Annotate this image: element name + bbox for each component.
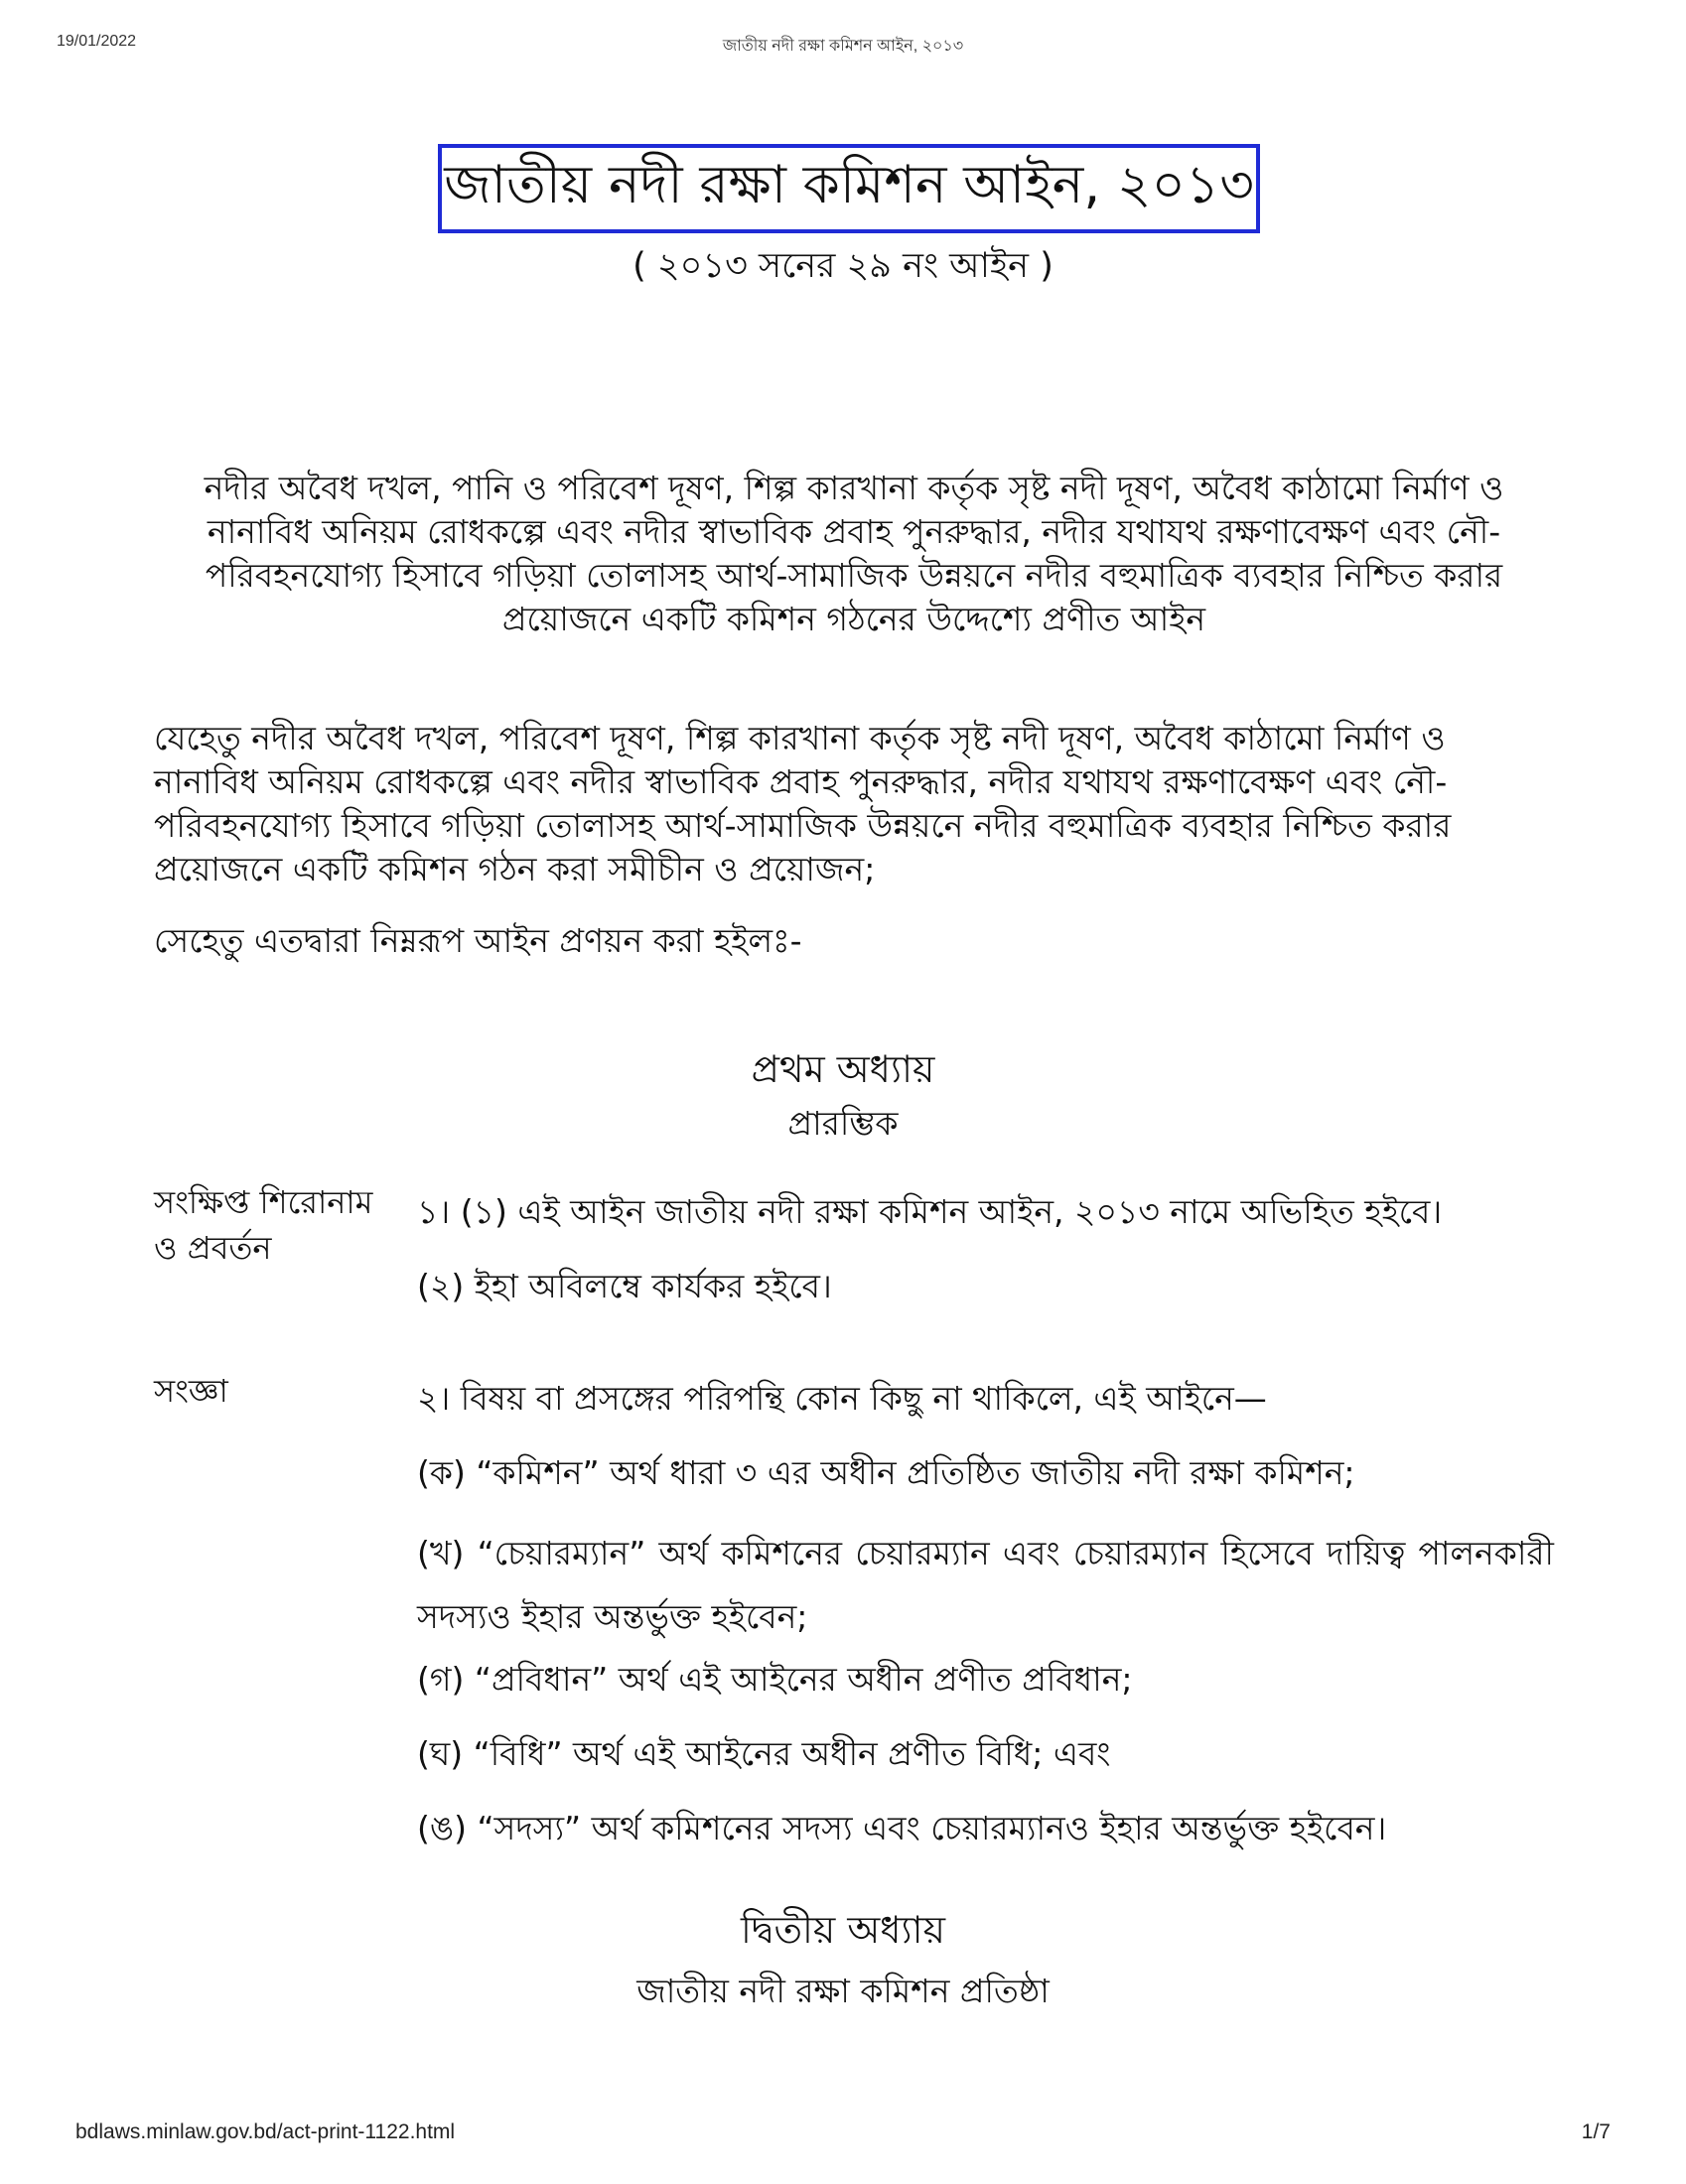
chapter-1-title: প্রথম অধ্যায় [751,1047,935,1091]
recital-text: যেহেতু নদীর অবৈধ দখল, পরিবেশ দূষণ, শিল্প কারখানা কর্তৃক সৃষ্ট নদী দূষণ, অবৈধ কাঠামো নির্মাণ ও নানাবিধ অনিয়ম রোধকল্পে এবং নদীর স্বাভাবিক প্রবাহ পুনরুদ্ধার, নদীর যথাযথ রক্ষণাবেক্ষণ এবং নৌ-পরিবহনযোগ্য হিসাবে গড়িয়া তোলাসহ আর্থ-সামাজিক উন্নয়নে নদীর বহুমাত্রিক ব্যবহার নিশ্চিত করার প্রয়োজনে একটি কমিশন গঠন করা সমীচীন ও প্রয়োজন; [154,719,1452,888]
recital [154,717,1554,891]
act-number: ( ২০১৩ সনের ২৯ নং আইন ) [632,246,1054,286]
definition-item: (গ) “প্রবিধান” অর্থ এই আইনের অধীন প্রণীত প্রবিধান; [417,1660,1133,1699]
definition-item: (ক) “কমিশন” অর্থ ধারা ৩ এর অধীন প্রতিষ্ঠিত জাতীয় নদী রক্ষা কমিশন; [417,1453,1355,1492]
print-header-title: জাতীয় নদী রক্ষা কমিশন আইন, ২০১৩ [722,38,964,55]
definition-item: (খ) “চেয়ারম্যান” অর্থ কমিশনের চেয়ারম্যান এবং চেয়ারম্যান হিসেবে দায়িত্ব পালনকারী সদস্যও ইহার অন্তর্ভুক্ত হইবেন; [417,1534,1554,1636]
section-1-sub-1: ১। (১) এই আইন জাতীয় নদী রক্ষা কমিশন আইন, ২০১৩ নামে অভিহিত হইবে। [417,1192,1443,1231]
section-1-margin-note: সংক্ষিপ্ত শিরোনাম ও প্রবর্তন [154,1183,373,1267]
document-title-text: জাতীয় নদী রক্ষা কমিশন আইন, ২০১৩ [444,155,1254,215]
enactment-text: সেহেতু এতদ্বারা নিম্নরূপ আইন প্রণয়ন করা হইলঃ- [154,921,802,960]
enactment-clause [154,919,1554,963]
preamble [154,467,1554,641]
section-2-margin-note: সংজ্ঞা [154,1372,228,1410]
document-title [438,144,1260,233]
definition-item: (ঙ) “সদস্য” অর্থ কমিশনের সদস্য এবং চেয়ারম্যানও ইহার অন্তর্ভুক্ত হইবেন। [417,1809,1387,1847]
definition-item: (ঘ) “বিধি” অর্থ এই আইনের অধীন প্রণীত বিধি; এবং [417,1734,1111,1773]
chapter-1-subtitle: প্রারম্ভিক [787,1104,899,1143]
page-number: 1/7 [1581,2120,1611,2143]
section-1-sub-2: (২) ইহা অবিলম্বে কার্যকর হইবে। [417,1267,832,1305]
print-url: bdlaws.minlaw.gov.bd/act-print-1122.html [75,2120,456,2143]
chapter-2-subtitle: জাতীয় নদী রক্ষা কমিশন প্রতিষ্ঠা [636,1972,1050,2010]
chapter-2-title: দ্বিতীয় অধ্যায় [741,1908,945,1952]
preamble-text: নদীর অবৈধ দখল, পানি ও পরিবেশ দূষণ, শিল্প কারখানা কর্তৃক সৃষ্ট নদী দূষণ, অবৈধ কাঠামো নির্মাণ ও নানাবিধ অনিয়ম রোধকল্পে এবং নদীর স্বাভাবিক প্রবাহ পুনরুদ্ধার, নদীর যথাযথ রক্ষণাবেক্ষণ এবং নৌ-পরিবহনযোগ্য হিসাবে গড়িয়া তোলাসহ আর্থ-সামাজিক উন্নয়নে নদীর বহুমাত্রিক ব্যবহার নিশ্চিত করার প্রয়োজনে একটি কমিশন গঠনের উদ্দেশ্যে প্রণীত আইন [204,469,1504,638]
print-date: 19/01/2022 [57,33,137,50]
section-2-intro: ২। বিষয় বা প্রসঙ্গের পরিপন্থি কোন কিছু না থাকিলে, এই আইনে— [417,1379,1267,1418]
